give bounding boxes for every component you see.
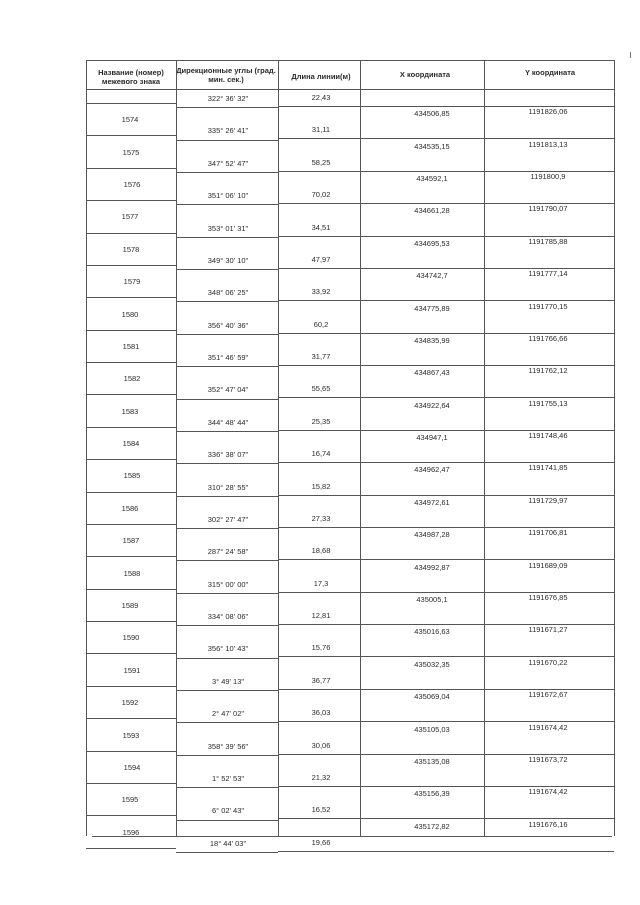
row-divider [86, 848, 176, 849]
direction-angle-cell: 6° 02' 43" [211, 806, 245, 816]
direction-angle-cell: 3° 49' 13" [211, 676, 245, 686]
row-divider [278, 559, 360, 560]
line-length-cell: 33,92 [311, 287, 331, 297]
row-divider [86, 459, 176, 460]
row-divider [360, 689, 614, 690]
row-divider [176, 140, 278, 141]
mark-name-cell: 1578 [122, 244, 140, 254]
line-length-cell: 16,74 [311, 449, 331, 459]
x-coordinate-cell: 434835,99 [414, 335, 450, 345]
direction-angle-cell: 358° 39' 56" [207, 741, 249, 751]
line-length-cell: 36,03 [311, 708, 331, 718]
row-divider [176, 301, 278, 302]
direction-angle-cell: 322° 36' 32" [207, 94, 249, 103]
row-divider [176, 269, 278, 270]
y-coordinate-cell: 1191673,72 [528, 754, 568, 764]
line-length-cell: 27,33 [311, 513, 331, 523]
row-divider [86, 524, 176, 525]
row-divider [278, 495, 360, 496]
direction-angle-cell: 353° 01' 31" [207, 223, 249, 233]
row-divider [176, 107, 278, 108]
row-divider [86, 751, 176, 752]
mark-name-cell: 1591 [123, 665, 141, 675]
row-divider [176, 625, 278, 626]
mark-name-cell: 1586 [121, 503, 139, 513]
direction-angle-cell: 2° 47' 02" [211, 709, 245, 719]
x-coordinate-cell: 434695,53 [414, 238, 450, 248]
line-length-cell: 47,97 [311, 254, 331, 264]
row-divider [278, 106, 360, 107]
row-divider [176, 334, 278, 335]
mark-name-cell: 1583 [121, 406, 139, 416]
row-divider [360, 462, 614, 463]
direction-angle-cell: 351° 06' 10" [207, 191, 249, 201]
row-divider [176, 820, 278, 821]
row-divider [176, 204, 278, 205]
row-divider [360, 203, 614, 204]
row-divider [176, 755, 278, 756]
mark-name-cell: 1593 [122, 730, 140, 740]
row-divider [360, 333, 614, 334]
mark-name-cell: 1592 [121, 698, 139, 708]
row-divider [360, 397, 614, 398]
mark-name-cell: 1595 [121, 795, 139, 805]
mark-name-cell: 1581 [122, 341, 140, 351]
row-divider [360, 495, 614, 496]
direction-angle-cell: 356° 10' 43" [207, 644, 249, 654]
line-length-cell: 60,2 [313, 319, 329, 329]
y-coordinate-cell: 1191762,12 [528, 366, 568, 376]
row-divider [360, 721, 614, 722]
row-divider [176, 496, 278, 497]
direction-angle-cell: 310° 28' 55" [207, 482, 249, 492]
row-divider [360, 624, 614, 625]
direction-angle-cell: 334° 08' 06" [207, 612, 249, 622]
x-coordinate-cell: 435156,39 [414, 789, 450, 799]
mark-name-cell: 1584 [122, 439, 140, 449]
row-divider [278, 397, 360, 398]
header-mark-name: Название (номер) межевого знака [98, 68, 164, 86]
mark-name-cell: 1594 [123, 762, 141, 772]
direction-angle-cell: 349° 30' 10" [207, 255, 249, 265]
x-coordinate-cell: 434972,61 [414, 497, 450, 507]
row-divider [360, 268, 614, 269]
row-divider [176, 366, 278, 367]
line-length-cell: 58,25 [311, 157, 331, 167]
row-divider [86, 60, 614, 61]
row-divider [278, 721, 360, 722]
row-divider [278, 624, 360, 625]
mark-name-cell: 1579 [123, 277, 141, 287]
column-divider [278, 60, 279, 836]
y-coordinate-cell: 1191670,22 [528, 657, 568, 667]
row-divider [278, 818, 360, 819]
column-divider [176, 60, 177, 836]
x-coordinate-cell: 434506,85 [414, 109, 450, 119]
row-divider [86, 89, 614, 90]
mark-name-cell: 1576 [123, 180, 141, 190]
y-coordinate-cell: 1191785,88 [528, 236, 568, 246]
row-divider [278, 333, 360, 334]
row-divider [278, 592, 360, 593]
mark-name-cell: 1587 [122, 536, 140, 546]
mark-name-cell: 1590 [122, 633, 140, 643]
x-coordinate-cell: 435069,04 [414, 692, 450, 702]
row-divider [176, 431, 278, 432]
line-length-cell: 22,43 [311, 93, 331, 102]
y-coordinate-cell: 1191741,85 [528, 463, 568, 473]
row-divider [360, 430, 614, 431]
direction-angle-cell: 302° 27' 47" [207, 514, 249, 524]
x-coordinate-cell: 434962,47 [414, 465, 450, 475]
line-length-cell: 17,3 [313, 578, 329, 588]
row-divider [278, 430, 360, 431]
row-divider [86, 556, 176, 557]
row-divider [278, 754, 360, 755]
x-coordinate-cell: 434922,64 [414, 400, 450, 410]
row-divider [86, 815, 176, 816]
row-divider [86, 200, 176, 201]
row-divider [86, 783, 176, 784]
header-x-coordinate: X координата [399, 70, 451, 79]
direction-angle-cell: 18° 44' 03" [209, 838, 247, 848]
header-y-coordinate: Y координата [524, 68, 576, 77]
line-length-cell: 21,32 [311, 772, 331, 782]
scan-edge-mark [630, 52, 634, 58]
row-divider [86, 103, 176, 104]
direction-angle-cell: 347° 52' 47" [207, 158, 249, 168]
column-divider [484, 60, 485, 836]
y-coordinate-cell: 1191676,85 [528, 593, 568, 602]
line-length-cell: 15,82 [311, 481, 331, 491]
y-coordinate-cell: 1191706,81 [528, 528, 568, 538]
row-divider [86, 427, 176, 428]
y-coordinate-cell: 1191800,9 [530, 172, 566, 182]
row-divider [278, 656, 360, 657]
column-divider [86, 60, 87, 836]
row-divider [86, 330, 176, 331]
x-coordinate-cell: 434947,1 [416, 433, 448, 443]
x-coordinate-cell: 435032,35 [414, 659, 450, 669]
row-divider [176, 787, 278, 788]
mark-name-cell: 1582 [123, 374, 141, 384]
row-divider [176, 237, 278, 238]
row-divider [86, 394, 176, 395]
row-divider [360, 106, 614, 107]
y-coordinate-cell: 1191676,16 [528, 819, 568, 829]
y-coordinate-cell: 1191770,15 [528, 301, 568, 311]
row-divider [176, 463, 278, 464]
row-divider [278, 462, 360, 463]
row-divider [278, 171, 360, 172]
line-length-cell: 18,68 [311, 546, 331, 556]
y-coordinate-cell: 1191674,42 [528, 787, 568, 797]
row-divider [278, 689, 360, 690]
row-divider [86, 686, 176, 687]
mark-name-cell: 1575 [122, 147, 140, 157]
line-length-cell: 16,52 [311, 805, 331, 815]
x-coordinate-cell: 434742,7 [416, 271, 448, 281]
y-coordinate-cell: 1191674,42 [528, 722, 568, 732]
direction-angle-cell: 351° 46' 59" [207, 353, 249, 363]
mark-name-cell: 1580 [121, 309, 139, 319]
row-divider [92, 836, 612, 837]
row-divider [360, 365, 614, 366]
header-line-length: Длина линии(м) [291, 72, 351, 81]
x-coordinate-cell: 435135,08 [414, 756, 450, 766]
row-divider [86, 233, 176, 234]
x-coordinate-cell: 435005,1 [416, 595, 448, 604]
row-divider [278, 203, 360, 204]
direction-angle-cell: 356° 40' 36" [207, 320, 249, 330]
x-coordinate-cell: 435172,82 [414, 821, 450, 831]
line-length-cell: 30,06 [311, 740, 331, 750]
row-divider [86, 653, 176, 654]
line-length-cell: 55,65 [311, 384, 331, 394]
row-divider [360, 592, 614, 593]
row-divider [360, 527, 614, 528]
row-divider [176, 852, 278, 853]
line-length-cell: 31,11 [311, 125, 331, 135]
column-divider [360, 60, 361, 836]
row-divider [278, 268, 360, 269]
row-divider [360, 171, 614, 172]
x-coordinate-cell: 434775,89 [414, 303, 450, 313]
row-divider [278, 851, 360, 852]
y-coordinate-cell: 1191672,67 [528, 690, 568, 700]
row-divider [176, 593, 278, 594]
mark-name-cell: 1596 [122, 827, 140, 837]
line-length-cell: 15,76 [311, 643, 331, 653]
row-divider [86, 265, 176, 266]
mark-name-cell: 1588 [123, 568, 141, 578]
row-divider [360, 236, 614, 237]
line-length-cell: 70,02 [311, 190, 331, 200]
x-coordinate-cell: 434661,28 [414, 206, 450, 216]
row-divider [176, 399, 278, 400]
row-divider [360, 754, 614, 755]
y-coordinate-cell: 1191729,97 [528, 495, 568, 505]
row-divider [360, 851, 614, 852]
direction-angle-cell: 348° 06' 25" [207, 288, 249, 298]
row-divider [278, 138, 360, 139]
row-divider [176, 690, 278, 691]
row-divider [360, 786, 614, 787]
y-coordinate-cell: 1191689,09 [528, 560, 568, 570]
row-divider [86, 492, 176, 493]
header-direction-angle: Дирекционные углы (град. мин. сек.) [176, 66, 276, 84]
row-divider [86, 718, 176, 719]
y-coordinate-cell: 1191755,13 [528, 398, 568, 408]
row-divider [360, 138, 614, 139]
line-length-cell: 12,81 [311, 611, 331, 621]
row-divider [360, 818, 614, 819]
direction-angle-cell: 352° 47' 04" [207, 385, 249, 395]
row-divider [86, 621, 176, 622]
x-coordinate-cell: 435016,63 [414, 627, 450, 637]
x-coordinate-cell: 434867,43 [414, 368, 450, 378]
row-divider [360, 300, 614, 301]
direction-angle-cell: 344° 48' 44" [207, 417, 249, 427]
row-divider [278, 786, 360, 787]
y-coordinate-cell: 1191748,46 [528, 431, 568, 441]
mark-name-cell: 1589 [121, 601, 139, 610]
y-coordinate-cell: 1191826,06 [528, 107, 568, 117]
row-divider [176, 528, 278, 529]
row-divider [278, 236, 360, 237]
line-length-cell: 19,66 [311, 837, 331, 847]
row-divider [360, 656, 614, 657]
row-divider [86, 297, 176, 298]
y-coordinate-cell: 1191671,27 [528, 625, 568, 635]
y-coordinate-cell: 1191766,66 [528, 333, 568, 343]
x-coordinate-cell: 434992,87 [414, 562, 450, 572]
row-divider [86, 589, 176, 590]
row-divider [176, 560, 278, 561]
direction-angle-cell: 287° 24' 58" [207, 547, 249, 557]
direction-angle-cell: 336° 38' 07" [207, 450, 249, 460]
x-coordinate-cell: 434987,28 [414, 530, 450, 540]
row-divider [360, 559, 614, 560]
row-divider [278, 365, 360, 366]
mark-name-cell: 1585 [123, 471, 141, 481]
row-divider [86, 135, 176, 136]
y-coordinate-cell: 1191777,14 [528, 269, 568, 279]
row-divider [176, 658, 278, 659]
row-divider [176, 172, 278, 173]
mark-name-cell: 1574 [121, 115, 139, 125]
line-length-cell: 31,77 [311, 352, 331, 362]
line-length-cell: 36,77 [311, 675, 331, 685]
row-divider [278, 527, 360, 528]
direction-angle-cell: 1° 52' 53" [211, 773, 245, 783]
mark-name-cell: 1577 [121, 212, 139, 222]
y-coordinate-cell: 1191790,07 [528, 204, 568, 214]
row-divider [176, 722, 278, 723]
line-length-cell: 34,51 [311, 222, 331, 232]
row-divider [86, 362, 176, 363]
direction-angle-cell: 335° 26' 41" [207, 126, 249, 136]
direction-angle-cell: 315° 00' 00" [207, 579, 249, 589]
x-coordinate-cell: 434592,1 [416, 174, 448, 184]
row-divider [278, 300, 360, 301]
x-coordinate-cell: 435105,03 [414, 724, 450, 734]
x-coordinate-cell: 434535,15 [414, 141, 450, 151]
y-coordinate-cell: 1191813,13 [528, 139, 568, 149]
line-length-cell: 25,35 [311, 416, 331, 426]
column-divider [614, 60, 615, 836]
row-divider [86, 168, 176, 169]
